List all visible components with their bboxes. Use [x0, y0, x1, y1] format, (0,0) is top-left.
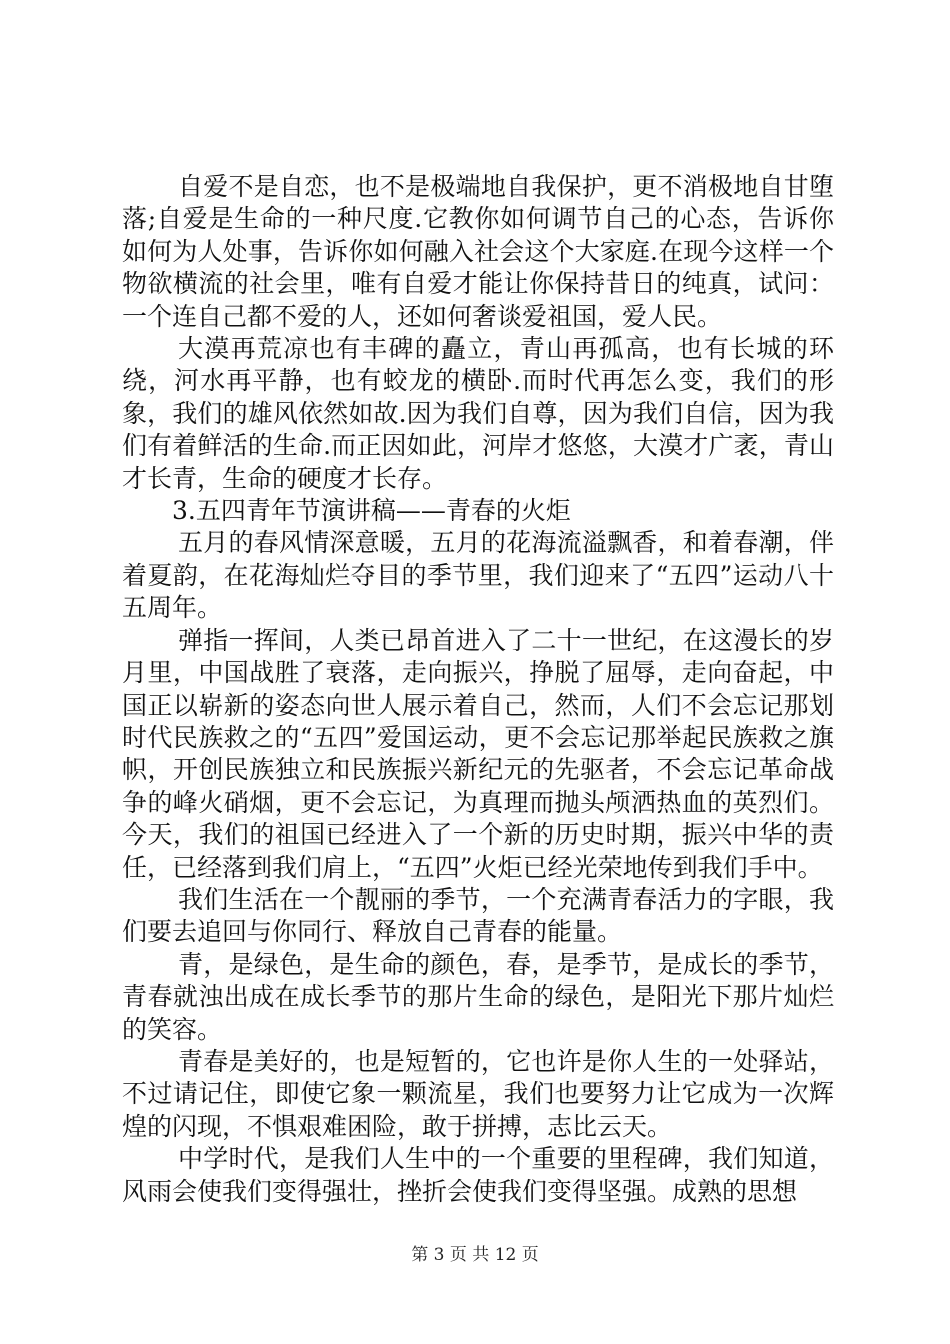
paragraph-self-love: 自爱不是自恋，也不是极端地自我保护，更不消极地自甘堕落;自爱是生命的一种尺度.它教你如何调节自己的心态，告诉你如何为人处事，告诉你如何融入社会这个大家庭.在现今这样一个物欲横流的社会里，唯有自爱才能让你保持昔日的纯真，试问：一个连自己都不爱的人，还如何奢谈爱祖国，爱人民。 [122, 172, 834, 331]
paragraph-desert: 大漠再荒凉也有丰碑的矗立，青山再孤高，也有长城的环绕，河水再平静，也有蛟龙的横卧.而时代再怎么变，我们的形象，我们的雄风依然如故.因为我们自尊，因为我们自信，因为我们有着鲜活的生命.而正因如此，河岸才悠悠，大漠才广袤，青山才长青，生命的硬度才长存。 [122, 334, 834, 493]
paragraph-season: 我们生活在一个靓丽的季节，一个充满青春活力的字眼，我们要去追回与你同行、释放自己青春的能量。 [122, 884, 834, 947]
paragraph-youth: 青春是美好的，也是短暂的，它也许是你人生的一处驿站，不过请记住，即使它象一颗流星，我们也要努力让它成为一次辉煌的闪现，不惧艰难困险，敢于拼搏，志比云天。 [122, 1046, 834, 1141]
paragraph-green: 青，是绿色，是生命的颜色，春，是季节，是成长的季节，青春就浊出成在成长季节的那片生命的绿色，是阳光下那片灿烂的笑容。 [122, 949, 834, 1044]
document-body [122, 171, 834, 1208]
section-heading: 3.五四青年节演讲稿——青春的火炬 [172, 496, 571, 526]
paragraph-century: 弹指一挥间，人类已昂首进入了二十一世纪，在这漫长的岁月里，中国战胜了衰落，走向振兴，挣脱了屈辱，走向奋起，中国正以崭新的姿态向世人展示着自己，然而，人们不会忘记那划时代民族救之的“五四”爱国运动，更不会忘记那举起民族救之旗帜，开创民族独立和民族振兴新纪元的先驱者，不会忘记革命战争的峰火硝烟，更不会忘记，为真理而抛头颅洒热血的英烈们。今天，我们的祖国已经进入了一个新的历史时期，振兴中华的责任，已经落到我们肩上，“五四”火炬已经光荣地传到我们手中。 [122, 625, 834, 882]
paragraph-may-wind: 五月的春风情深意暖，五月的花海流溢飘香，和着春潮，伴着夏韵，在花海灿烂夺目的季节里，我们迎来了“五四”运动八十五周年。 [122, 528, 834, 623]
page-footer: 第 3 页 共 12 页 [411, 1245, 539, 1265]
paragraph-middle-school: 中学时代，是我们人生中的一个重要的里程碑，我们知道，风雨会使我们变得强壮，挫折会使我们变得坚强。成熟的思想 [122, 1144, 834, 1206]
